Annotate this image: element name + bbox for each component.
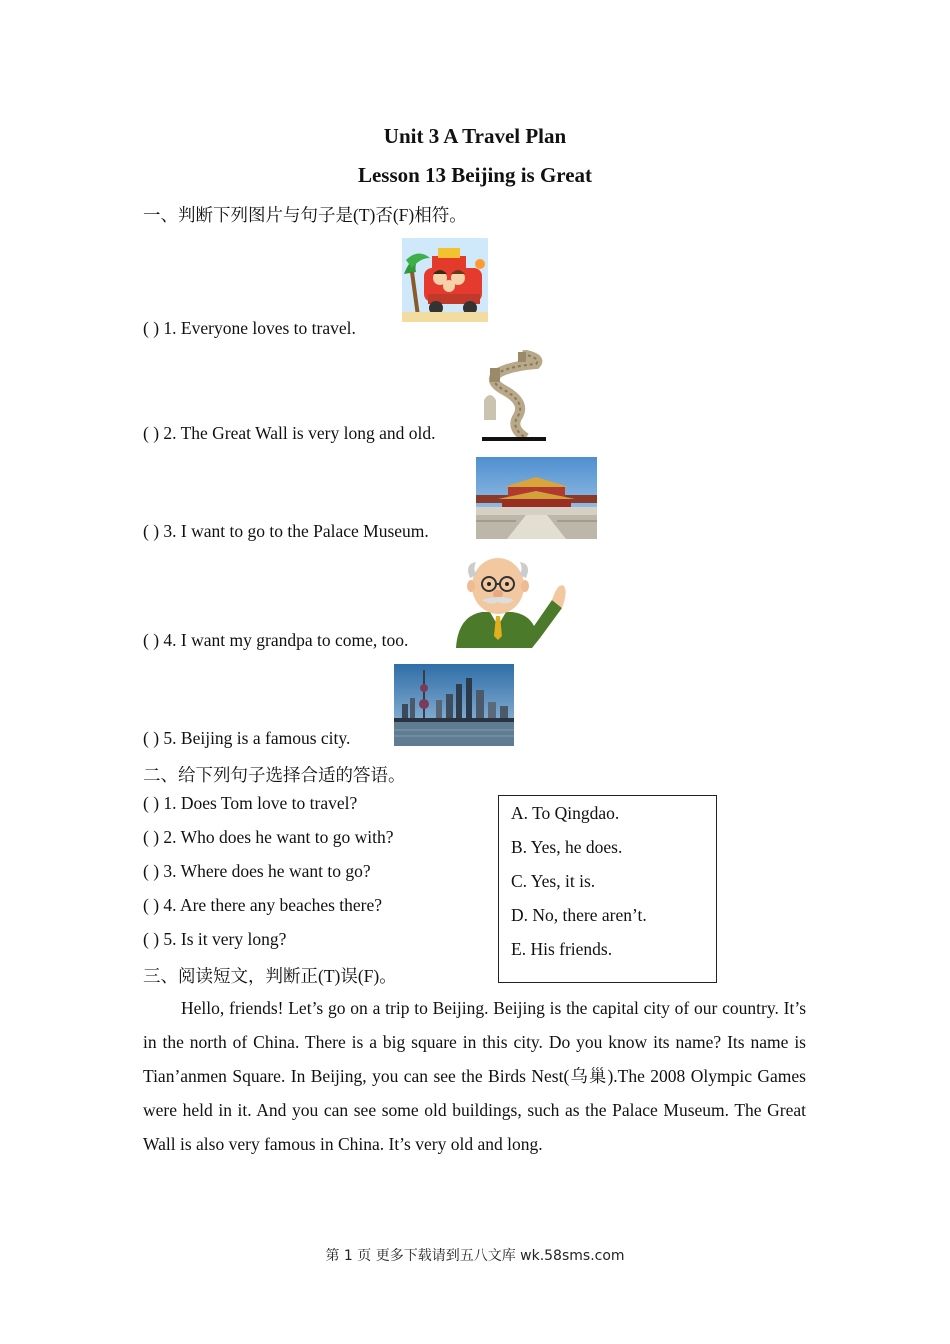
section2-question-4: ( ) 4. Are there any beaches there? xyxy=(143,895,383,915)
great-wall-illustration-icon xyxy=(482,350,546,441)
section3-heading: 三、阅读短文，判断正(T)误(F)。 xyxy=(143,966,397,986)
answer-option-c: C. Yes, it is. xyxy=(511,871,596,891)
city-skyline-photo-icon xyxy=(394,664,514,746)
section2-question-1: ( ) 1. Does Tom love to travel? xyxy=(143,793,358,813)
answer-option-d: D. No, there aren’t. xyxy=(511,905,647,925)
section2-question-5: ( ) 5. Is it very long? xyxy=(143,929,287,949)
section2-heading: 二、给下列句子选择合适的答语。 xyxy=(143,765,406,785)
answer-option-a: A. To Qingdao. xyxy=(511,803,620,823)
palace-museum-photo-icon xyxy=(476,457,597,539)
lesson-title: Lesson 13 Beijing is Great xyxy=(357,163,593,187)
section1-heading: 一、判断下列图片与句子是(T)否(F)相符。 xyxy=(143,205,467,225)
section1-item-1: ( ) 1. Everyone loves to travel. xyxy=(143,318,356,338)
answer-options-box xyxy=(498,795,717,983)
family-car-travel-cartoon-icon xyxy=(402,238,488,322)
section1-item-3: ( ) 3. I want to go to the Palace Museum. xyxy=(143,521,429,541)
unit-title: Unit 3 A Travel Plan xyxy=(383,124,567,148)
answer-option-e: E. His friends. xyxy=(511,939,613,959)
answer-option-b: B. Yes, he does. xyxy=(511,837,623,857)
reading-passage: Hello, friends! Let’s go on a trip to Beijing. Beijing is the capital city of our country. It’s in the north of China. There is a big square in this city. Do you know its name? Its name is Tian’anmen Square. In Beijing, you can see the Birds Nest(乌巢).The 2008 Olympic Games were held in it. And you can see some old buildings, such as the Palace Museum. The Great Wall is also very famous in China. It’s very old and long. xyxy=(143,998,806,1154)
grandpa-waving-cartoon-icon xyxy=(452,556,570,648)
section1-item-5: ( ) 5. Beijing is a famous city. xyxy=(143,728,351,748)
section2-question-3: ( ) 3. Where does he want to go? xyxy=(143,861,371,881)
page-footer: 第 1 页 更多下载请到五八文库 wk.58sms.com xyxy=(325,1248,625,1264)
section2-question-2: ( ) 2. Who does he want to go with? xyxy=(143,827,394,847)
section1-item-4: ( ) 4. I want my grandpa to come, too. xyxy=(143,630,409,650)
section1-item-2: ( ) 2. The Great Wall is very long and old. xyxy=(143,423,436,443)
